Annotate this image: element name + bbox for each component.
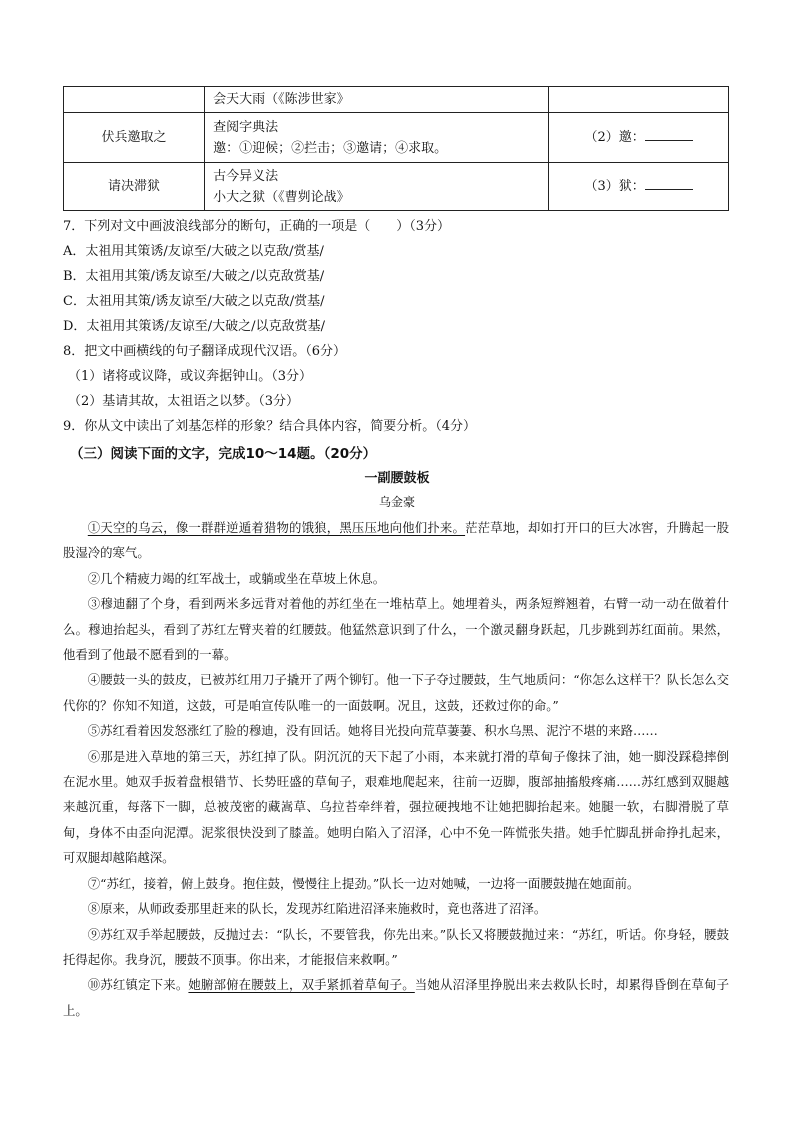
table-cell-phrase: 伏兵邀取之 xyxy=(64,113,205,163)
paragraph-10: ⑩苏红镇定下来。她腑部俯在腰鼓上，双手紧抓着草甸子。当她从沼泽里挣脱出来去救队长时，却累得昏倒在草甸子上。 xyxy=(63,977,730,1018)
question-8-stem: 8．把文中画横线的句子翻译成现代汉语。（6分） xyxy=(63,344,347,359)
underlined-sentence: ①天空的乌云，像一群群逆遁着猎物的饿狼，黑压压地向他们扑来。 xyxy=(87,520,466,535)
option-b: B．太祖用其策/诱友谅至/大破之/以克敌赏基/ xyxy=(63,269,325,284)
table-cell-example: 会天大雨（《陈涉世家》 xyxy=(205,87,549,113)
paragraph-2: ②几个精疲力竭的红军战士，或躺或坐在草坡上休息。 xyxy=(87,570,386,586)
paragraph-1: ①天空的乌云，像一群群逆遁着猎物的饿狼，黑压压地向他们扑来。茫茫草地，却如打开口的巨大冰窖，升腾起一股股湿冷的寒气。 xyxy=(63,520,730,561)
question-9-stem: 9．你从文中读出了刘基怎样的形象？结合具体内容，简要分析。（4分） xyxy=(63,419,477,434)
section-heading: （三）阅读下面的文字，完成10～14题。（20分） xyxy=(70,446,377,462)
method-name: 查阅字典法 xyxy=(213,119,279,135)
question-7-stem: 7．下列对文中画波浪线部分的断句，正确的一项是（ ）（3分） xyxy=(63,219,451,234)
paragraph-5: ⑤苏红看着因发怒涨红了脸的穆迪，没有回话。她将目光投向荒草萋萋、积水乌黑、泥泞不堪的来路…… xyxy=(87,723,658,739)
answer-blank[interactable] xyxy=(645,177,693,190)
method-name: 古今异义法 xyxy=(213,168,279,184)
paragraph-8: ⑧原来，从师政委那里赶来的队长，发现苏红陷进沼泽来施救时，竟也落进了沼泽。 xyxy=(87,901,547,917)
method-detail: 邀：①迎候；②拦击；③邀请；④求取。 xyxy=(213,140,448,156)
table-row xyxy=(64,87,729,113)
table-cell-answer xyxy=(549,113,729,163)
question-8-sentence-2: （2）基请其故，太祖语之以梦。（3分） xyxy=(68,394,300,409)
table-cell-phrase: 请决滞狱 xyxy=(64,163,205,211)
answer-label: （2）邀： xyxy=(584,130,645,145)
answer-blank[interactable] xyxy=(645,128,693,141)
table-cell-method xyxy=(205,113,549,163)
vocab-method-table xyxy=(63,86,729,211)
table-cell-method xyxy=(205,163,549,211)
paragraph-6: ⑥那是进入草地的第三天，苏红掉了队。阴沉沉的天下起了小雨，本来就打滑的草甸子像抹了油，她一脚没踩稳摔倒在泥水里。她双手扳着盘根错节、长势旺盛的草甸子，艰难地爬起来，往前一迈脚，腹部抽搐般疼痛……苏红感到双腿越来越沉重，每落下一脚，总被茂密的藏嵩草、乌拉苔牵绊着，强拉硬拽地不让她把脚抬起来。她腿一软，右脚滑脱了草甸，身体不由歪向泥潭。泥浆很快没到了膝盖。她明白陷入了沼泽，心中不免一阵慌张失措。她手忙脚乱拼命挣扎起来，可双腿却越陷越深。 xyxy=(63,748,729,866)
paragraph-7: ⑦“苏红，接着，俯上鼓身。抱住鼓，慢慢往上提劲。”队长一边对她喊，一边将一面腰鼓抛在她面前。 xyxy=(87,875,640,891)
story-title: 一副腰鼓板 xyxy=(364,471,430,486)
paragraph-4: ④腰鼓一头的鼓皮，已被苏红用刀子撬开了两个铆钉。他一下子夺过腰鼓，生气地质问：“你怎么这样干？队长怎么交代你的？你知不知道，这鼓，可是咱宣传队唯一的一面鼓啊。况且，这鼓，还救过你的命。” xyxy=(63,672,729,713)
option-c: C．太祖用其策/诱友谅至/大破之以克敌/赏基/ xyxy=(63,294,325,309)
answer-label: （3）狱： xyxy=(584,179,645,194)
method-detail: 小大之狱（《曹刿论战》 xyxy=(213,189,350,205)
question-8-sentence-1: （1）诸将或议降，或议奔据钟山。（3分） xyxy=(68,369,313,384)
option-d: D．太祖用其策诱/友谅至/大破之/以克敌赏基/ xyxy=(63,319,325,334)
option-a: A．太祖用其策诱/友谅至/大破之以克敌/赏基/ xyxy=(63,244,324,259)
table-row xyxy=(64,113,729,163)
paragraph-9: ⑨苏红双手举起腰鼓，反抛过去：“队长，不要管我，你先出来。”队长又将腰鼓抛过来：“苏红，听话。你身轻，腰鼓托得起你。我身沉，腰鼓不顶事。你出来，才能报信来救啊。” xyxy=(63,926,729,967)
table-cell-answer xyxy=(549,163,729,211)
table-row xyxy=(64,163,729,211)
story-author: 乌金豪 xyxy=(378,495,415,509)
story-passage xyxy=(63,515,729,1023)
paragraph-3: ③穆迪翻了个身，看到两米多远背对着他的苏红坐在一堆枯草上。她埋着头，两条短辫翘着，右臂一动一动在做着什么。穆迪抬起头，看到了苏红左臂夹着的红腰鼓。他猛然意识到了什么，一个激灵翻身跃起，几步跳到苏红面前。果然，他看到了他最不愿看到的一幕。 xyxy=(63,596,729,663)
underlined-sentence: 她腑部俯在腰鼓上，双手紧抓着草甸子。 xyxy=(188,977,415,993)
